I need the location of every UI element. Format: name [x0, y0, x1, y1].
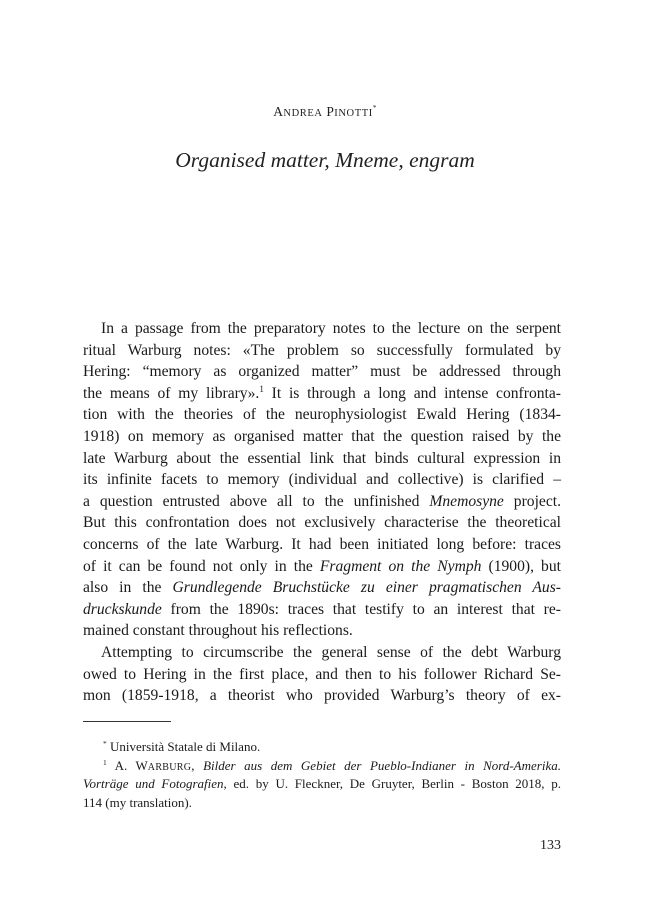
body-line: mon (1859-1918, a theorist who provided Warburg’s theory of ex-: [83, 687, 561, 705]
body-line: late Warburg about the essential link that binds cultural expression in: [83, 449, 561, 467]
body-line: also in the Grundlegende Bruchstücke zu einer pragmatischen Aus-: [83, 579, 561, 597]
footnote-ref-1: 1: [259, 383, 264, 394]
body-line: mained constant throughout his reflections.: [83, 622, 353, 640]
footnote-1-line: Vorträge und Fotografien, ed. by U. Fleckner, De Gruyter, Berlin - Boston 2018, p.: [83, 776, 561, 792]
body-line: a question entrusted above all to the unfinished Mnemosyne project.: [83, 492, 561, 510]
body-line: 1918) on memory as organised matter that the question raised by the: [83, 427, 561, 445]
footnote-1-line: 114 (my translation).: [83, 794, 192, 810]
body-line: Hering: “memory as organized matter” must be addressed through: [83, 363, 561, 381]
body-line: In a passage from the preparatory notes to the lecture on the serpent: [101, 320, 561, 337]
author-name: ANDREA PINOTTI*: [273, 104, 377, 119]
body-line: ritual Warburg notes: «The problem so successfully formulated by: [83, 341, 561, 359]
footnote-divider: [83, 721, 171, 722]
article-title: Organised matter, Mneme, engram: [175, 148, 475, 172]
body-text: [83, 318, 561, 707]
footnote-star: * Università Statale di Milano.: [103, 739, 261, 754]
footnote-1: $^1$ A. WARBURG, Bilder aus dem Gebiet der Pueblo-Indianer in Nord-Amerika.: [103, 757, 561, 773]
footnotes: [83, 738, 561, 812]
body-line: owed to Hering in the first place, and then to his follower Richard Se-: [83, 665, 561, 683]
body-line: But this confrontation does not exclusively characterise the theoretical: [83, 514, 561, 532]
body-line: concerns of the late Warburg. It had been initiated long before: traces: [83, 535, 561, 553]
body-line: tion with the theories of the neurophysiologist Ewald Hering (1834-: [83, 406, 561, 424]
author-footnote-marker: *: [372, 104, 377, 112]
body-line: the means of my library».$^1$ It is through a long and intense confronta-: [83, 383, 561, 402]
page-number: 133: [540, 838, 561, 853]
body-line: of it can be found not only in the Fragment on the Nymph (1900), but: [83, 557, 561, 575]
body-line: druckskunde from the 1890s: traces that testify to an interest that re-: [83, 600, 561, 618]
body-line: Attempting to circumscribe the general sense of the debt Warburg: [101, 643, 561, 661]
body-line: its infinite facets to memory (individual and collective) is clarified –: [83, 471, 561, 489]
